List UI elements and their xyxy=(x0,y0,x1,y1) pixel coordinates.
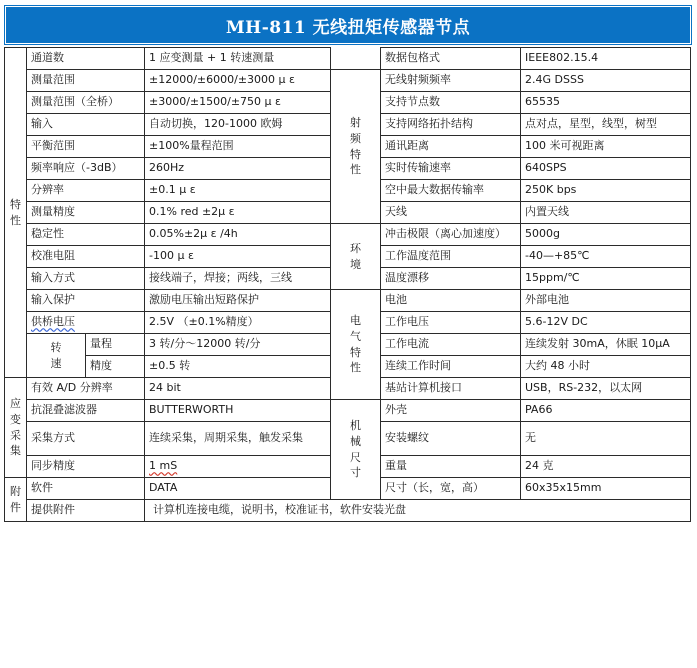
param-value: 1 应变测量 + 1 转速测量 xyxy=(145,48,331,70)
group-label-strain-acquisition: 应 变 采 集 xyxy=(5,378,27,478)
param-label: 精度 xyxy=(86,356,145,378)
param-value: 自动切换，120-1000 欧姆 xyxy=(145,114,331,136)
param-value: ±3000/±1500/±750 μ ε xyxy=(145,92,331,114)
table-row xyxy=(5,400,691,422)
title-banner xyxy=(5,6,691,44)
param-value: 260Hz xyxy=(145,158,331,180)
param-label: 支持节点数 xyxy=(381,92,521,114)
param-label: 支持网络拓扑结构 xyxy=(381,114,521,136)
param-label: 稳定性 xyxy=(27,224,145,246)
param-value: -40—+85℃ xyxy=(521,246,691,268)
param-label: 电池 xyxy=(381,290,521,312)
param-label: 连续工作时间 xyxy=(381,356,521,378)
param-label: 软件 xyxy=(27,478,145,500)
param-label: 频率响应（-3dB） xyxy=(27,158,145,180)
param-value: IEEE802.15.4 xyxy=(521,48,691,70)
page-title: MH-811 无线扭矩传感器节点 xyxy=(225,17,471,38)
table-row xyxy=(5,48,691,70)
param-label: 工作电流 xyxy=(381,334,521,356)
param-label: 有效 A/D 分辨率 xyxy=(27,378,145,400)
param-label: 测量范围（全桥） xyxy=(27,92,145,114)
param-value: 60x35x15mm xyxy=(521,478,691,500)
param-label: 通讯距离 xyxy=(381,136,521,158)
param-label: 实时传输速率 xyxy=(381,158,521,180)
param-value: 连续发射 30mA，休眠 10μA xyxy=(521,334,691,356)
param-value: 3 转/分～12000 转/分 xyxy=(145,334,331,356)
param-value: 24 克 xyxy=(521,456,691,478)
param-value: 640SPS xyxy=(521,158,691,180)
group-label-rf: 射 频 特 性 xyxy=(331,70,381,224)
param-label: 输入方式 xyxy=(27,268,145,290)
param-label: 工作电压 xyxy=(381,312,521,334)
table-row xyxy=(5,290,691,312)
param-value: 24 bit xyxy=(145,378,331,400)
param-value: 5000g xyxy=(521,224,691,246)
param-value xyxy=(145,456,331,478)
param-label: 测量精度 xyxy=(27,202,145,224)
param-label: 输入 xyxy=(27,114,145,136)
group-label-electrical: 电 气 特 性 xyxy=(331,290,381,400)
param-label: 提供附件 xyxy=(27,500,145,522)
param-label: 平衡范围 xyxy=(27,136,145,158)
param-value: 接线端子，焊接；两线，三线 xyxy=(145,268,331,290)
param-label: 温度漂移 xyxy=(381,268,521,290)
param-label: 输入保护 xyxy=(27,290,145,312)
table-row xyxy=(5,70,691,92)
param-label: 工作温度范围 xyxy=(381,246,521,268)
param-label: 基站计算机接口 xyxy=(381,378,521,400)
param-label: 抗混叠滤波器 xyxy=(27,400,145,422)
param-label: 外壳 xyxy=(381,400,521,422)
param-value: 5.6-12V DC xyxy=(521,312,691,334)
param-value-text: 1 mS xyxy=(149,459,178,473)
param-label: 天线 xyxy=(381,202,521,224)
param-value: 250K bps xyxy=(521,180,691,202)
param-label: 测量范围 xyxy=(27,70,145,92)
param-label: 无线射频频率 xyxy=(381,70,521,92)
param-value: 0.05%±2μ ε /4h xyxy=(145,224,331,246)
param-label: 量程 xyxy=(86,334,145,356)
param-value: 内置天线 xyxy=(521,202,691,224)
group-label-rotation: 转 速 xyxy=(27,334,86,378)
param-value: 65535 xyxy=(521,92,691,114)
param-value: ±0.1 μ ε xyxy=(145,180,331,202)
table-row xyxy=(5,224,691,246)
param-value: -100 μ ε xyxy=(145,246,331,268)
param-label: 分辨率 xyxy=(27,180,145,202)
param-value: 2.4G DSSS xyxy=(521,70,691,92)
param-label xyxy=(27,312,145,334)
param-value: 激励电压输出短路保护 xyxy=(145,290,331,312)
group-label-characteristics: 特 性 xyxy=(5,48,27,378)
param-value: ±0.5 转 xyxy=(145,356,331,378)
param-label: 冲击极限（离心加速度） xyxy=(381,224,521,246)
param-value: USB，RS-232，以太网 xyxy=(521,378,691,400)
param-value: 0.1% red ±2μ ε xyxy=(145,202,331,224)
param-label-text: 供桥电压 xyxy=(31,315,75,329)
param-value: DATA xyxy=(145,478,331,500)
param-value: 计算机连接电缆，说明书，校准证书，软件安装光盘 xyxy=(145,500,691,522)
param-value: 15ppm/℃ xyxy=(521,268,691,290)
param-label: 空中最大数据传输率 xyxy=(381,180,521,202)
param-value: 2.5V （±0.1%精度） xyxy=(145,312,331,334)
spacer-cell xyxy=(331,48,381,70)
param-value: 大约 48 小时 xyxy=(521,356,691,378)
param-value: PA66 xyxy=(521,400,691,422)
param-label: 同步精度 xyxy=(27,456,145,478)
param-label: 数据包格式 xyxy=(381,48,521,70)
table-row xyxy=(5,500,691,522)
specification-table xyxy=(4,47,691,522)
param-value: 100 米可视距离 xyxy=(521,136,691,158)
param-value: ±12000/±6000/±3000 μ ε xyxy=(145,70,331,92)
param-value: ±100%量程范围 xyxy=(145,136,331,158)
param-label: 安装螺纹 xyxy=(381,422,521,456)
param-label: 通道数 xyxy=(27,48,145,70)
param-value: 点对点，星型，线型，树型 xyxy=(521,114,691,136)
param-value: BUTTERWORTH xyxy=(145,400,331,422)
param-label: 尺寸（长，宽，高） xyxy=(381,478,521,500)
param-label: 校准电阻 xyxy=(27,246,145,268)
param-value: 外部电池 xyxy=(521,290,691,312)
param-value: 连续采集，周期采集，触发采集 xyxy=(145,422,331,456)
group-label-accessories: 附 件 xyxy=(5,478,27,522)
group-label-mechanical: 机 械 尺 寸 xyxy=(331,400,381,500)
param-value: 无 xyxy=(521,422,691,456)
param-label: 采集方式 xyxy=(27,422,145,456)
group-label-environment: 环 境 xyxy=(331,224,381,290)
param-label: 重量 xyxy=(381,456,521,478)
